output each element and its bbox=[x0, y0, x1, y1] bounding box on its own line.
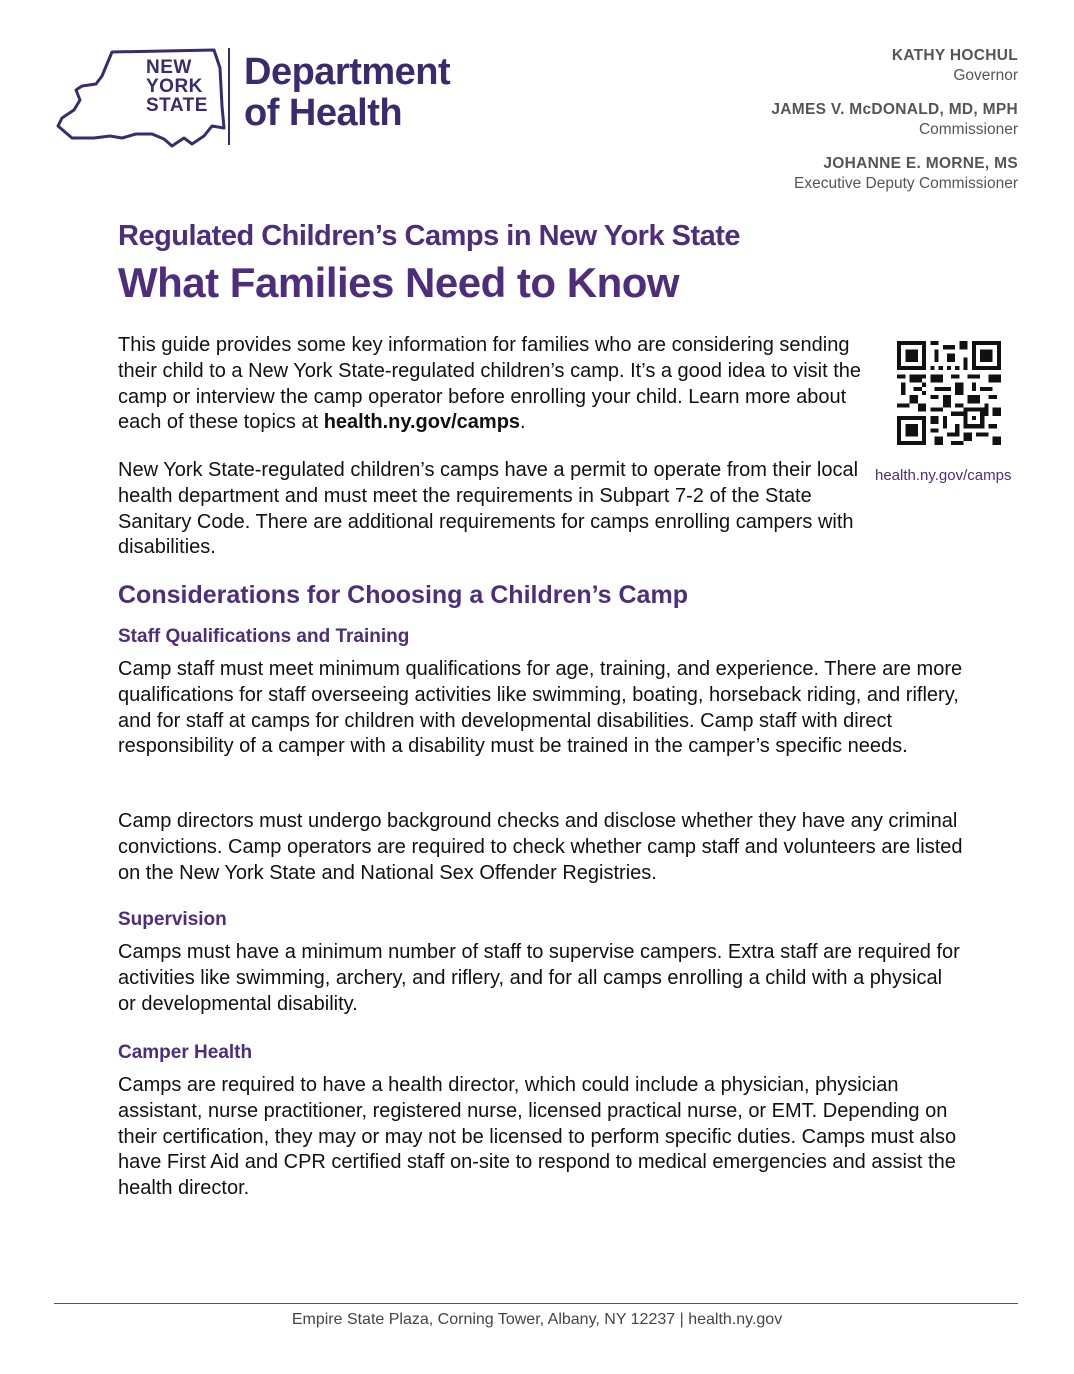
nys-doh-logo bbox=[52, 46, 462, 151]
dept-line-2: of Health bbox=[244, 92, 403, 134]
official-governor bbox=[771, 46, 1018, 86]
logo-divider bbox=[228, 48, 230, 145]
official-name: KATHY HOCHUL bbox=[891, 47, 1018, 64]
document-subtitle: Regulated Children’s Camps in New York State bbox=[118, 220, 741, 252]
intro-text-end: . bbox=[520, 411, 526, 434]
footer-address: Empire State Plaza, Corning Tower, Albany, NY 12237 | health.ny.gov bbox=[291, 1311, 783, 1328]
camper-health-paragraph: Camps are required to have a health director, which could include a physician, physician assistant, nurse practitioner, registered nurse, licensed practical nurse, or EMT. Depending on their certification, they may or may not be licensed to perform specific duties. Camps must also have First Aid and CPR certified staff on-site to respond to medical emergencies and assist the health director. bbox=[118, 1074, 957, 1200]
camps-link[interactable]: health.ny.gov/camps bbox=[323, 411, 521, 434]
intro-paragraph-2: New York State-regulated children’s camps have a permit to operate from their local health department and must meet the requirements in Subpart 7-2 of the State Sanitary Code. There are additional requirements for camps enrolling campers with disabilities. bbox=[118, 459, 859, 559]
qr-code-icon bbox=[897, 341, 1001, 445]
staff-heading: Staff Qualifications and Training bbox=[118, 626, 410, 647]
official-role: Commissioner bbox=[918, 121, 1018, 138]
official-commissioner bbox=[771, 100, 1018, 140]
document-title: What Families Need to Know bbox=[118, 259, 680, 306]
nys-line-1: NEW bbox=[146, 57, 192, 78]
nys-line-2: YORK bbox=[146, 76, 203, 97]
official-name: JAMES V. McDONALD, MD, MPH bbox=[771, 101, 1018, 118]
camper-health-heading: Camper Health bbox=[118, 1042, 253, 1063]
supervision-paragraph: Camps must have a minimum number of staff to supervise campers. Extra staff are required for activities like swimming, archery, and riflery, and for all camps enrolling a child with a physical or developmental disability. bbox=[118, 941, 960, 1015]
dept-line-1: Department bbox=[244, 51, 451, 93]
qr-caption: health.ny.gov/camps bbox=[875, 467, 1012, 484]
nys-wordmark bbox=[146, 58, 208, 115]
intro-text: This guide provides some key information for families who are considering sending their child to a New York State-regulated children’s camp. It’s a good idea to visit the camp or interview the camp operator before enrolling your child. Learn more about each of these topics at bbox=[118, 334, 862, 434]
official-role: Governor bbox=[953, 67, 1018, 84]
officials-list bbox=[771, 46, 1018, 208]
official-name: JOHANNE E. MORNE, MS bbox=[823, 155, 1018, 172]
staff-paragraph-1: Camp staff must meet minimum qualifications for age, training, and experience. There are more qualifications for staff overseeing activities like swimming, boating, horseback riding, and riflery, and for staff at camps for children with developmental disabilities. Camp staff with direct responsibility of a camper with a disability must be trained in the camper’s specific needs. bbox=[118, 658, 963, 758]
official-role: Executive Deputy Commissioner bbox=[794, 175, 1018, 192]
supervision-heading: Supervision bbox=[118, 909, 227, 930]
intro-paragraph-1 bbox=[118, 333, 863, 436]
footer-divider bbox=[54, 1303, 1018, 1304]
staff-paragraph-2: Camp directors must undergo background checks and disclose whether they have any criminal convictions. Camp operators are required to check whether camp staff and volunteers are listed on the New York State and National Sex Offender Registries. bbox=[118, 810, 963, 884]
section-title: Considerations for Choosing a Children’s Camp bbox=[118, 581, 688, 609]
department-wordmark bbox=[244, 52, 450, 134]
nys-line-3: STATE bbox=[146, 95, 208, 116]
official-deputy-commissioner bbox=[771, 154, 1018, 194]
